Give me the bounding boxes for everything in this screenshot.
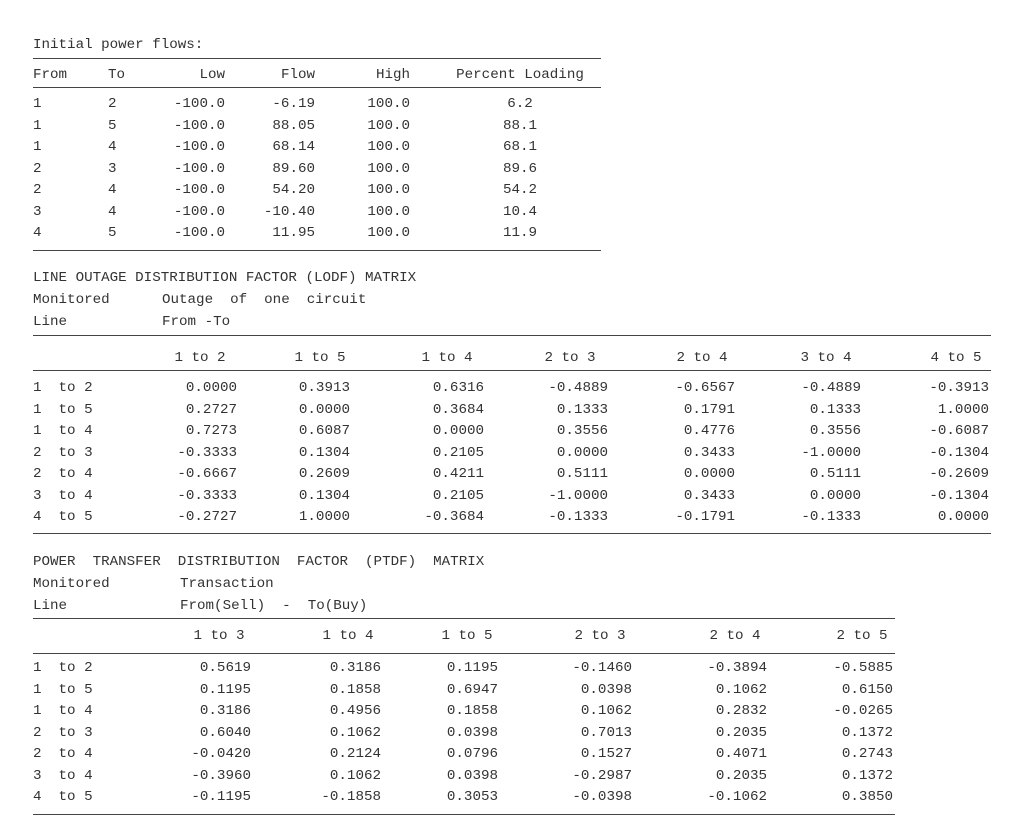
lodf-outage-label: Outage of one circuit — [162, 292, 367, 308]
ptdf-cell: 0.1062 — [329, 724, 381, 741]
lodf-cell: 0.2609 — [298, 466, 350, 482]
ptdf-bottom-rule — [33, 814, 895, 815]
ptdf-cell: 0.0398 — [580, 681, 632, 698]
lodf-line-label: Line — [33, 314, 68, 330]
flows-cell: 100.0 — [367, 225, 410, 241]
flows-cell: -100.0 — [173, 225, 225, 241]
lodf-cell: -1.0000 — [548, 487, 608, 504]
lodf-cell: 0.3913 — [298, 380, 350, 396]
ptdf-cell: 0.4956 — [329, 703, 381, 719]
lodf-cell: 0.1333 — [556, 401, 608, 418]
flows-cell: 3 — [108, 160, 117, 177]
lodf-cell: 1.0000 — [298, 509, 350, 525]
flows-cell: 89.60 — [272, 160, 315, 177]
ptdf-cell: 0.1062 — [329, 767, 381, 784]
lodf-row-label: 2 to 4 — [33, 466, 93, 482]
flows-cell: 100.0 — [367, 182, 410, 198]
ptdf-header-rule — [33, 653, 895, 654]
ptdf-cell: 0.2035 — [715, 767, 767, 784]
flows-cell: 5 — [108, 117, 117, 134]
ptdf-cell: 0.6040 — [199, 724, 251, 741]
flows-cell: 6.2 — [507, 96, 533, 112]
lodf-cell: -0.4889 — [801, 380, 861, 396]
ptdf-cell: -0.1460 — [572, 660, 632, 676]
lodf-row-label: 1 to 4 — [33, 423, 93, 439]
flows-cell: -100.0 — [173, 139, 225, 155]
ptdf-cell: 0.2124 — [329, 746, 381, 762]
ptdf-row-label: 3 to 4 — [33, 767, 93, 784]
flows-cell: 54.20 — [272, 182, 315, 198]
flows-cell: 3 — [33, 203, 42, 220]
lodf-cell: 0.2727 — [185, 401, 237, 418]
flows-cell: 4 — [108, 182, 117, 198]
lodf-cell: -0.1333 — [801, 509, 861, 525]
lodf-cell: 0.0000 — [937, 509, 989, 525]
ptdf-cell: -0.1062 — [707, 789, 767, 805]
flows-cell: 68.1 — [502, 139, 538, 155]
ptdf-cell: 0.6150 — [841, 681, 893, 698]
lodf-row-label: 4 to 5 — [33, 509, 93, 525]
flows-top-rule — [33, 58, 601, 59]
lodf-top-rule — [33, 335, 991, 336]
ptdf-cell: 0.6947 — [446, 681, 498, 698]
lodf-col-header: 2 to 3 — [544, 350, 596, 366]
lodf-cell: -0.6087 — [929, 423, 989, 439]
flows-cell: 100.0 — [367, 96, 410, 112]
lodf-cell: -0.3913 — [929, 380, 989, 396]
flows-header-rule — [33, 87, 601, 88]
flows-cell: 1 — [33, 117, 42, 134]
lodf-cell: 0.4776 — [683, 423, 735, 439]
flows-cell: 88.05 — [272, 117, 315, 134]
flows-cell: 100.0 — [367, 203, 410, 220]
lodf-monitored-label: Monitored — [33, 292, 110, 308]
ptdf-cell: 0.1527 — [580, 746, 632, 762]
flows-cell: 54.2 — [502, 182, 538, 198]
lodf-cell: -0.6667 — [177, 466, 237, 482]
lodf-cell: 0.1304 — [298, 444, 350, 461]
lodf-col-header: 4 to 5 — [930, 350, 982, 366]
flows-title: Initial power flows: — [33, 37, 204, 53]
ptdf-cell: 0.1062 — [580, 703, 632, 719]
flows-cell: -100.0 — [173, 203, 225, 220]
ptdf-cell: 0.3186 — [199, 703, 251, 719]
ptdf-col-header: 1 to 5 — [441, 628, 493, 644]
ptdf-cell: -0.2987 — [572, 767, 632, 784]
lodf-cell: 0.1304 — [298, 487, 350, 504]
lodf-cell: -0.1333 — [548, 509, 608, 525]
flows-header-cell: Flow — [280, 67, 315, 83]
lodf-cell: 0.0000 — [809, 487, 861, 504]
lodf-cell: 0.5111 — [556, 466, 608, 482]
ptdf-cell: -0.3894 — [707, 660, 767, 676]
lodf-cell: 0.5111 — [809, 466, 861, 482]
ptdf-cell: 0.3850 — [841, 789, 893, 805]
ptdf-cell: 0.4071 — [715, 746, 767, 762]
flows-cell: 68.14 — [272, 139, 315, 155]
ptdf-transaction-label: Transaction — [180, 576, 274, 592]
lodf-cell: 1.0000 — [937, 401, 989, 418]
flows-cell: 89.6 — [502, 160, 538, 177]
ptdf-cell: 0.1858 — [446, 703, 498, 719]
lodf-cell: 0.0000 — [185, 380, 237, 396]
ptdf-col-header: 2 to 4 — [709, 628, 761, 644]
lodf-cell: 0.2105 — [432, 487, 484, 504]
ptdf-col-header: 1 to 4 — [322, 628, 374, 644]
flows-cell: 88.1 — [502, 117, 538, 134]
flows-cell: 100.0 — [367, 160, 410, 177]
ptdf-row-label: 2 to 3 — [33, 724, 93, 741]
ptdf-fromto-label: From(Sell) - To(Buy) — [180, 598, 368, 614]
lodf-cell: -0.1304 — [929, 444, 989, 461]
lodf-row-label: 3 to 4 — [33, 487, 93, 504]
ptdf-cell: 0.2832 — [715, 703, 767, 719]
ptdf-cell: 0.2743 — [841, 746, 893, 762]
flows-cell: 11.95 — [272, 225, 315, 241]
flows-cell: -6.19 — [272, 96, 315, 112]
ptdf-col-header: 2 to 3 — [574, 628, 626, 644]
ptdf-cell: 0.7013 — [580, 724, 632, 741]
lodf-col-header: 3 to 4 — [800, 350, 852, 366]
flows-cell: 1 — [33, 139, 42, 155]
flows-cell: -10.40 — [263, 203, 315, 220]
lodf-row-label: 1 to 2 — [33, 380, 93, 396]
ptdf-cell: -0.1195 — [191, 789, 251, 805]
lodf-title: LINE OUTAGE DISTRIBUTION FACTOR (LODF) MATRIX — [33, 270, 417, 286]
flows-cell: 100.0 — [367, 117, 410, 134]
ptdf-row-label: 2 to 4 — [33, 746, 93, 762]
ptdf-cell: 0.1195 — [446, 660, 498, 676]
flows-cell: 1 — [33, 96, 42, 112]
lodf-col-header: 1 to 2 — [174, 350, 226, 366]
flows-cell: 11.9 — [502, 225, 538, 241]
ptdf-cell: 0.2035 — [715, 724, 767, 741]
lodf-col-header: 1 to 4 — [421, 350, 473, 366]
flows-header-cell: To — [108, 67, 126, 83]
flows-header-cell: Low — [199, 67, 225, 83]
lodf-cell: -0.3333 — [177, 487, 237, 504]
ptdf-cell: 0.5619 — [199, 660, 251, 676]
flows-cell: 4 — [33, 225, 42, 241]
lodf-cell: 0.6316 — [432, 380, 484, 396]
flows-cell: -100.0 — [173, 117, 225, 134]
lodf-cell: -1.0000 — [801, 444, 861, 461]
ptdf-top-rule — [33, 618, 895, 619]
ptdf-cell: 0.1372 — [841, 767, 893, 784]
ptdf-cell: 0.3186 — [329, 660, 381, 676]
lodf-cell: 0.3556 — [556, 423, 608, 439]
ptdf-line-label: Line — [33, 598, 68, 614]
ptdf-monitored-label: Monitored — [33, 576, 110, 592]
ptdf-col-header: 1 to 3 — [193, 628, 245, 644]
ptdf-cell: 0.1195 — [199, 681, 251, 698]
ptdf-cell: -0.3960 — [191, 767, 251, 784]
lodf-cell: -0.4889 — [548, 380, 608, 396]
lodf-header-rule — [33, 370, 991, 371]
lodf-cell: 0.3433 — [683, 487, 735, 504]
lodf-cell: 0.3556 — [809, 423, 861, 439]
lodf-cell: -0.6567 — [675, 380, 735, 396]
lodf-cell: 0.1791 — [683, 401, 735, 418]
lodf-cell: -0.3684 — [424, 509, 484, 525]
ptdf-row-label: 1 to 2 — [33, 660, 93, 676]
ptdf-cell: 0.0398 — [446, 724, 498, 741]
ptdf-cell: 0.1858 — [329, 681, 381, 698]
lodf-bottom-rule — [33, 533, 991, 534]
flows-header-cell: Percent Loading — [456, 67, 584, 83]
ptdf-cell: -0.1858 — [321, 789, 381, 805]
flows-cell: 2 — [108, 96, 117, 112]
lodf-cell: 0.1333 — [809, 401, 861, 418]
ptdf-row-label: 1 to 4 — [33, 703, 93, 719]
ptdf-title: POWER TRANSFER DISTRIBUTION FACTOR (PTDF) MATRIX — [33, 554, 485, 570]
lodf-cell: 0.7273 — [185, 423, 237, 439]
flows-header-cell: From — [33, 67, 68, 83]
flows-cell: -100.0 — [173, 160, 225, 177]
ptdf-cell: 0.1372 — [841, 724, 893, 741]
ptdf-cell: 0.0796 — [446, 746, 498, 762]
lodf-fromto-label: From -To — [162, 314, 231, 330]
flows-cell: 10.4 — [502, 203, 538, 220]
flows-cell: 5 — [108, 225, 117, 241]
lodf-cell: 0.0000 — [556, 444, 608, 461]
ptdf-cell: -0.5885 — [833, 660, 893, 676]
ptdf-cell: -0.0420 — [191, 746, 251, 762]
ptdf-cell: -0.0398 — [572, 789, 632, 805]
lodf-cell: 0.3433 — [683, 444, 735, 461]
flows-bottom-rule — [33, 250, 601, 251]
flows-cell: -100.0 — [173, 96, 225, 112]
flows-cell: 4 — [108, 139, 117, 155]
ptdf-cell: -0.0265 — [833, 703, 893, 719]
flows-cell: 2 — [33, 160, 42, 177]
lodf-cell: -0.1791 — [675, 509, 735, 525]
lodf-cell: 0.0000 — [683, 466, 735, 482]
lodf-cell: 0.4211 — [432, 466, 484, 482]
lodf-cell: -0.3333 — [177, 444, 237, 461]
lodf-col-header: 2 to 4 — [676, 350, 728, 366]
ptdf-row-label: 4 to 5 — [33, 789, 93, 805]
flows-cell: 100.0 — [367, 139, 410, 155]
lodf-cell: 0.6087 — [298, 423, 350, 439]
ptdf-row-label: 1 to 5 — [33, 681, 93, 698]
lodf-row-label: 2 to 3 — [33, 444, 93, 461]
flows-cell: 4 — [108, 203, 117, 220]
flows-cell: 2 — [33, 182, 42, 198]
ptdf-cell: 0.0398 — [446, 767, 498, 784]
lodf-cell: -0.2609 — [929, 466, 989, 482]
lodf-cell: -0.2727 — [177, 509, 237, 525]
ptdf-cell: 0.1062 — [715, 681, 767, 698]
lodf-cell: 0.3684 — [432, 401, 484, 418]
lodf-cell: 0.0000 — [298, 401, 350, 418]
flows-header-cell: High — [375, 67, 410, 83]
lodf-cell: -0.1304 — [929, 487, 989, 504]
lodf-row-label: 1 to 5 — [33, 401, 93, 418]
ptdf-cell: 0.3053 — [446, 789, 498, 805]
flows-cell: -100.0 — [173, 182, 225, 198]
ptdf-col-header: 2 to 5 — [836, 628, 888, 644]
lodf-cell: 0.0000 — [432, 423, 484, 439]
lodf-cell: 0.2105 — [432, 444, 484, 461]
lodf-col-header: 1 to 5 — [294, 350, 346, 366]
